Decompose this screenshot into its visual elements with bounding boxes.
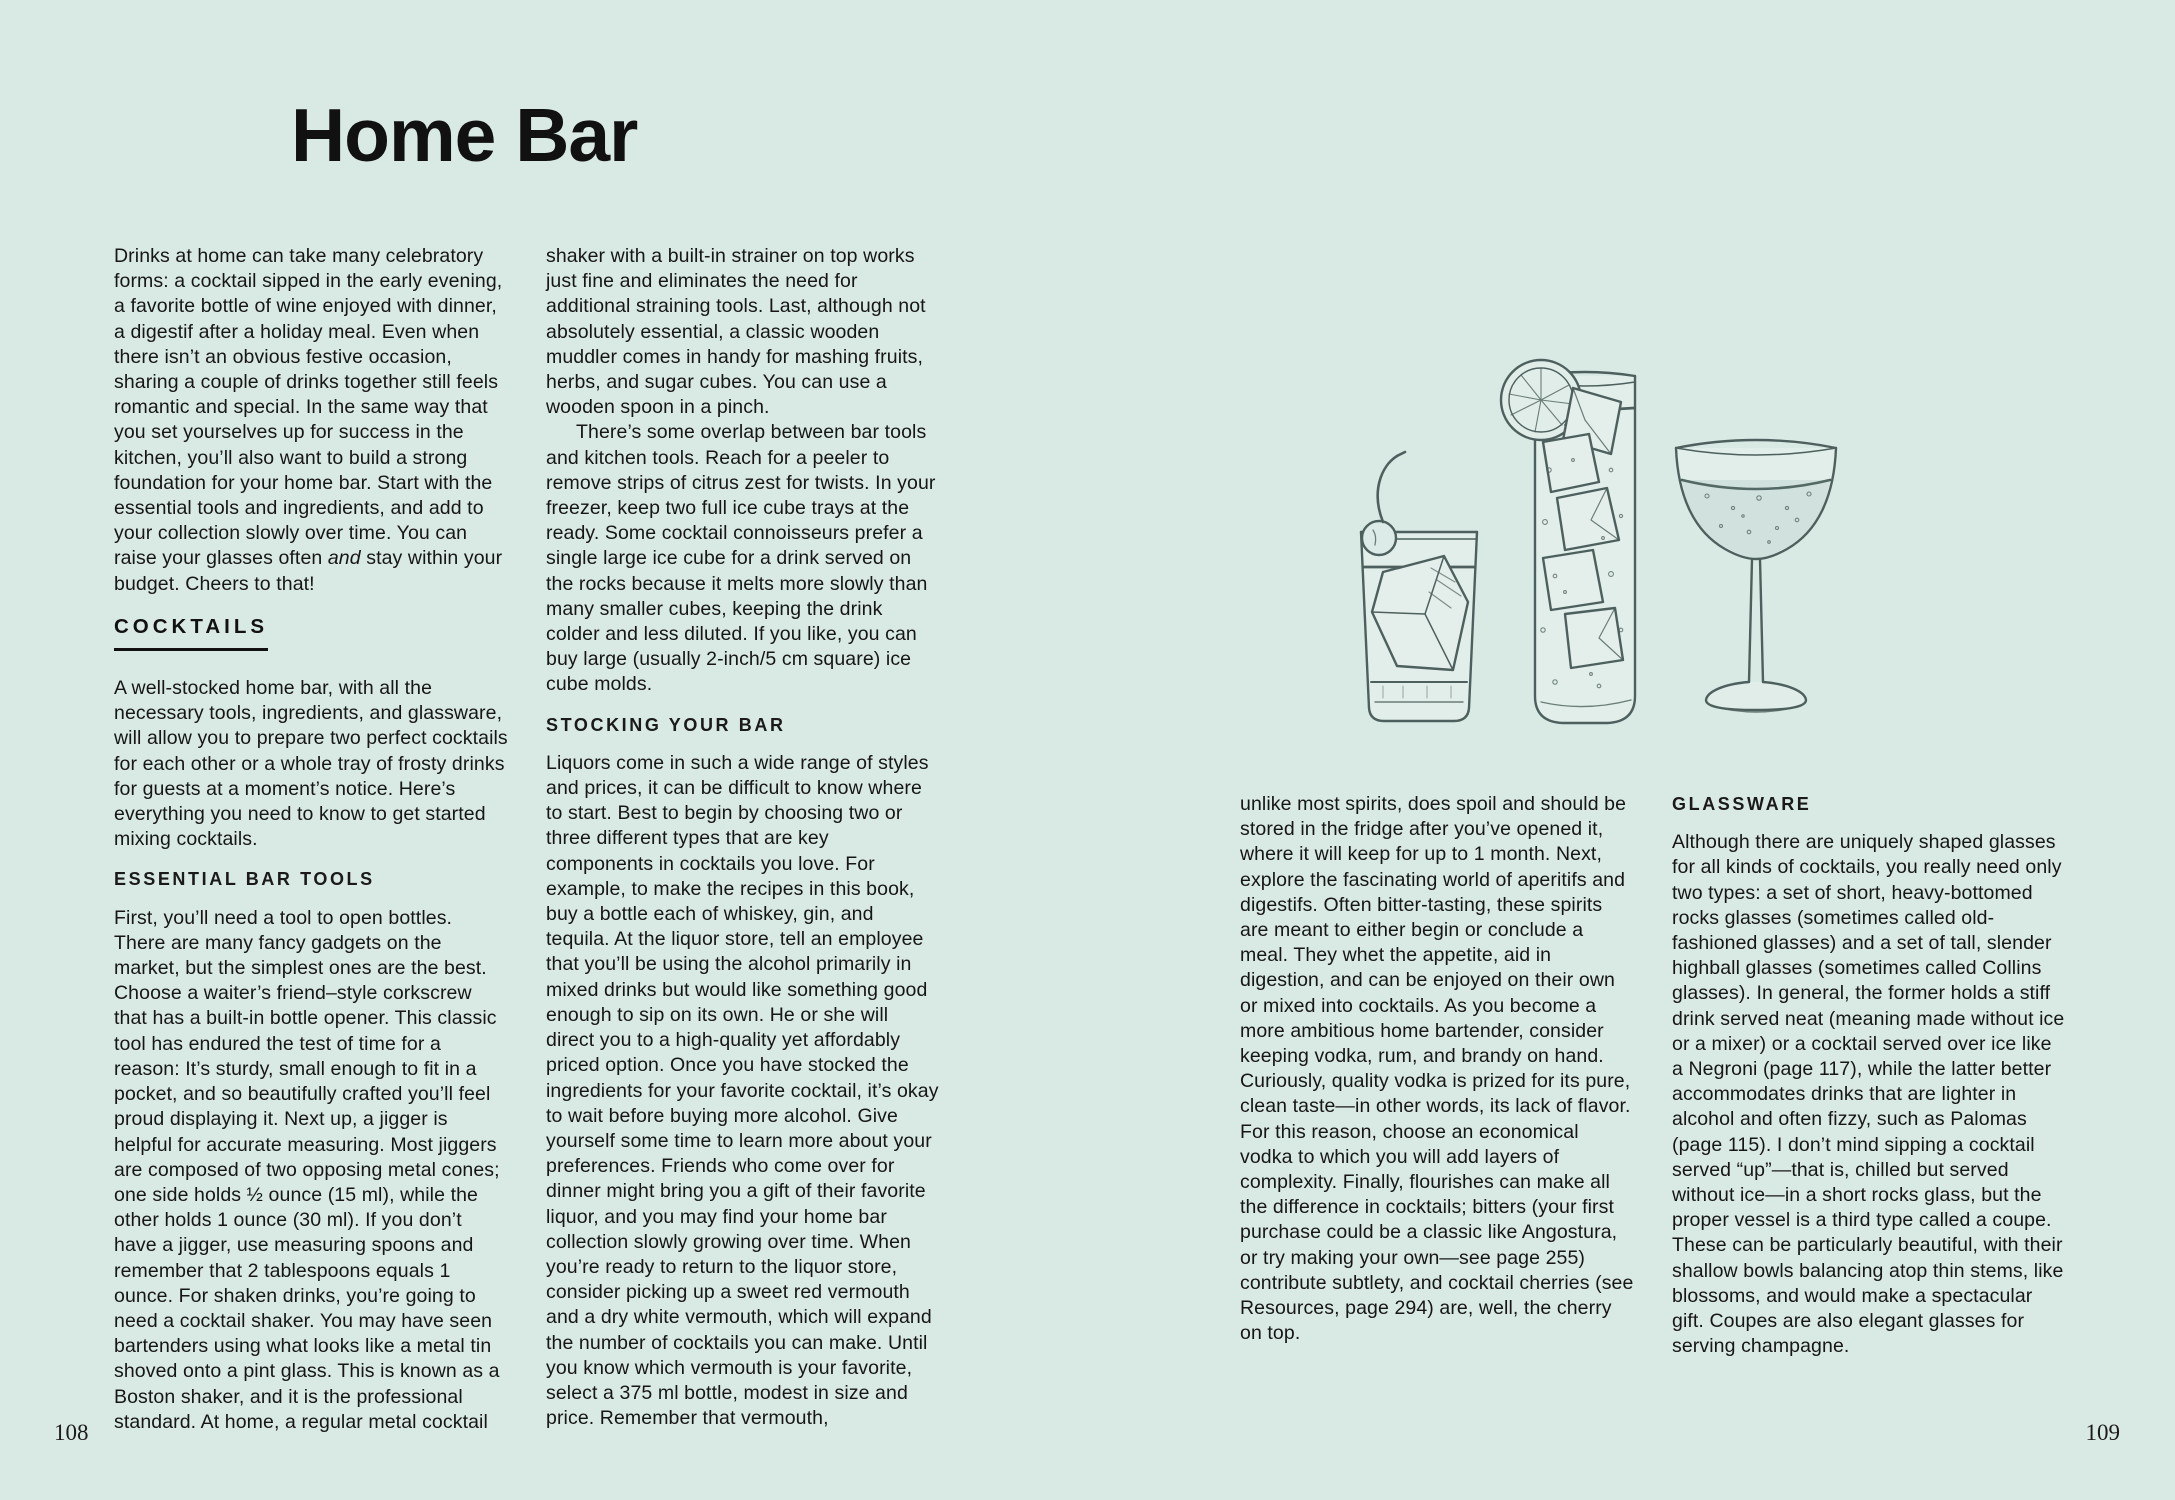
overlap-paragraph: There’s some overlap between bar tools and kitchen tools. Reach for a peeler to remove strips of citrus zest for twists. In your freezer, keep two full ice cube trays at the ready. Some cocktail connoisseurs prefer a single large ice cube for a drink served on the rocks because it melts more slowly than many smaller cubes, keeping the drink colder and less diluted. If you like, you can buy large (usually 2-inch/5 cm square) ice cube molds.: [546, 421, 936, 696]
cocktail-glasses-illustration: [1303, 330, 1981, 762]
intro-text-2: stay within your budget. Cheers to that!: [114, 547, 503, 595]
spirits-paragraph: unlike most spirits, does spoil and should be stored in the fridge after you’ve opened it, where it will keep for up to 1 month. Next, explore the fascinating world of aperitifs and digestifs. Often bitter-tasting, these spirits are meant to either begin or conclude a meal. They whet the appetite, aid in digestion, and can be enjoyed on their own or mixed into cocktails. As you become a more ambitious home bartender, consider keeping vodka, rum, and brandy on hand. Curiously, quality vodka is prized for its pure, clean taste—in other words, its lack of flavor. For this reason, choose an economical vodka to which you will add layers of complexity. Finally, flourishes can make all the difference in cocktails; bitters (your first purchase could be a classic like Angostura, or try making your own—see page 255) contribute subtlety, and cocktail cherries (see Resources, page 294) are, well, the cherry on top.: [1240, 793, 1634, 1345]
left-page-number: 108: [54, 1420, 89, 1445]
stocking-your-bar-paragraph: Liquors come in such a wide range of styles and prices, it can be difficult to know where to start. Best to begin by choosing two or three different types that are key components in cocktails you love. For example, to make the recipes in this book, buy a bottle each of whiskey, gin, and tequila. At the liquor store, tell an employee that you’ll be using the alcohol primarily in mixed drinks but would like something good enough to sip on its own. He or she will direct you to a high-quality yet affordably priced option. Once you have stocked the ingredients for your favorite cocktail, it’s okay to wait before buying more alcohol. Give yourself some time to learn more about your preferences. Friends who come over for dinner might bring you a gift of their favorite liquor, and you may find your home bar collection slowly growing over time. When you’re ready to return to the liquor store, consider picking up a sweet red vermouth and a dry white vermouth, which will expand the number of cocktails you can make. Until you know which vermouth is your favorite, select a 375 ml bottle, modest in size and price. Remember that vermouth,: [546, 751, 939, 1430]
highball-glass-illustration: [1501, 360, 1635, 723]
intro-italic-word: and: [327, 547, 361, 570]
left-page-column-1: [114, 244, 508, 1435]
left-page-column-2: [546, 244, 940, 1431]
page-title: Home Bar: [291, 93, 638, 177]
shaker-paragraph: shaker with a built-in strainer on top works just fine and eliminates the need for additional straining tools. Last, although not absolutely essential, a classic wooden muddler comes in handy for mashing fruits, herbs, and sugar cubes. You can use a wooden spoon in a pinch.: [546, 245, 926, 419]
cocktails-paragraph: A well-stocked home bar, with all the necessary tools, ingredients, and glassware, will allow you to prepare two perfect cocktails for each other or a whole tray of frosty drinks for guests at a moment’s notice. Here’s everything you need to know to get started mixing cocktails.: [114, 677, 508, 851]
right-page-number: 109: [2085, 1420, 2120, 1445]
stocking-your-bar-heading: STOCKING YOUR BAR: [546, 714, 786, 735]
glassware-heading: GLASSWARE: [1672, 794, 1812, 814]
right-page-column-1: [1240, 792, 1634, 1346]
coupe-glass-illustration: [1676, 440, 1836, 712]
cocktails-heading: [114, 614, 508, 651]
right-page-column-2: [1672, 792, 2066, 1359]
rocks-glass-illustration: [1361, 452, 1477, 721]
glassware-paragraph: Although there are uniquely shaped glasses for all kinds of cocktails, you really need only two types: a set of short, heavy-bottomed rocks glasses (sometimes called old-fashioned glasses) and a set of tall, slender highball glasses (sometimes called Collins glasses). In general, the former holds a stiff drink served neat (meaning made without ice or a mixer) or a cocktail served over ice like a Negroni (page 117), while the latter better accommodates drinks that are lighter in alcohol and often fizzy, such as Palomas (page 115). I don’t mind sipping a cocktail served “up”—that is, chilled but served without ice—in a short rocks glass, but the proper vessel is a third type called a coupe. These can be particularly beautiful, with their shallow bowls balancing atop thin stems, like blossoms, and would make a spectacular gift. Coupes are also elegant glasses for serving champagne.: [1672, 831, 2065, 1358]
essential-bar-tools-heading: ESSENTIAL BAR TOOLS: [114, 869, 375, 890]
intro-paragraph: [114, 244, 508, 597]
cocktails-heading-text: COCKTAILS: [114, 614, 268, 651]
intro-text-1: Drinks at home can take many celebratory forms: a cocktail sipped in the early evening, a favorite bottle of wine enjoyed with dinner, a digestif after a holiday meal. Even when there isn’t an obvious festive occasion, sharing a couple of drinks together still feels romantic and special. In the same way that you set yourselves up for success in the kitchen, you’ll also want to build a strong foundation for your home bar. Start with the essential tools and ingredients, and add to your collection slowly over time. You can raise your glasses often: [114, 245, 503, 570]
essential-bar-tools-paragraph: First, you’ll need a tool to open bottles. There are many fancy gadgets on the market, but the simplest ones are the best. Choose a waiter’s friend–style corkscrew that has a built-in bottle opener. This classic tool has endured the test of time for a reason: It’s sturdy, small enough to fit in a pocket, and so beautifully crafted you’ll feel proud displaying it. Next up, a jigger is helpful for accurate measuring. Most jiggers are composed of two opposing metal cones; one side holds ½ ounce (15 ml), while the other holds 1 ounce (30 ml). If you don’t have a jigger, use measuring spoons and remember that 2 tablespoons equals 1 ounce. For shaken drinks, you’re going to need a cocktail shaker. You may have seen bartenders using what looks like a metal tin shoved onto a pint glass. This is known as a Boston shaker, and it is the professional standard. At home, a regular metal cocktail: [114, 906, 500, 1433]
